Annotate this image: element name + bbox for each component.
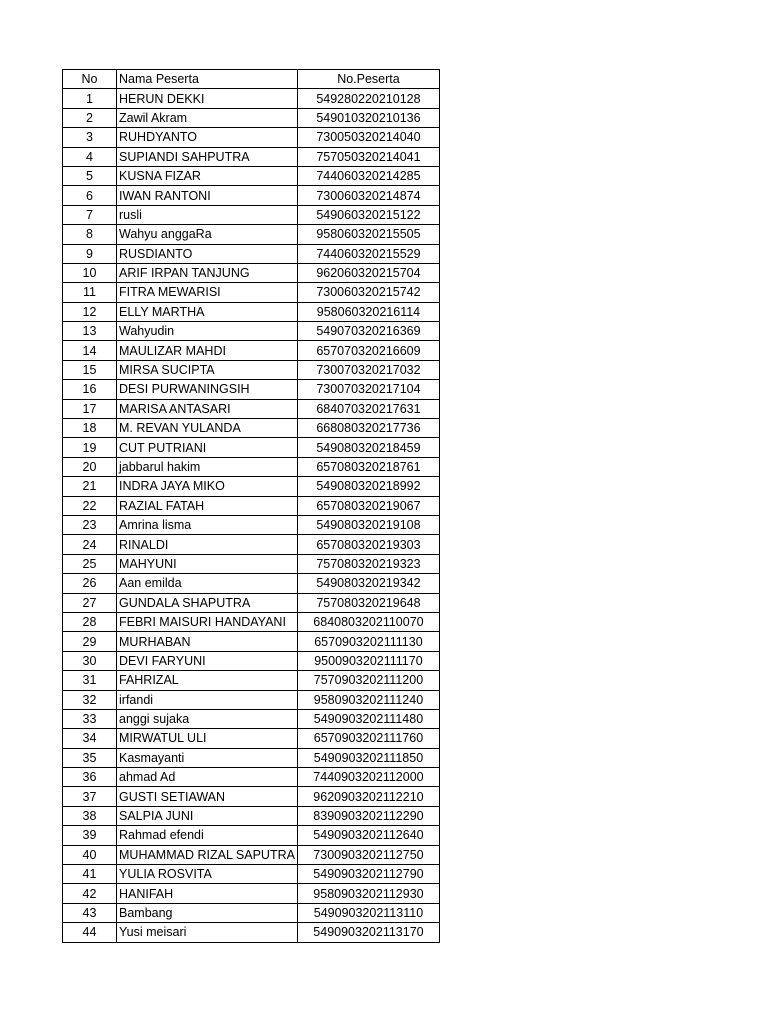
table-row	[63, 729, 440, 748]
header-nama-peserta: Nama Peserta	[117, 70, 298, 89]
cell-no: 34	[63, 729, 117, 748]
cell-no: 38	[63, 806, 117, 825]
cell-no-peserta: 5490903202111850	[297, 748, 439, 767]
cell-no: 44	[63, 923, 117, 942]
cell-no: 31	[63, 671, 117, 690]
header-no: No	[63, 70, 117, 89]
cell-no: 9	[63, 244, 117, 263]
cell-no: 4	[63, 147, 117, 166]
cell-no-peserta: 5490903202112790	[297, 865, 439, 884]
table-row	[63, 806, 440, 825]
cell-no: 5	[63, 166, 117, 185]
table-row	[63, 477, 440, 496]
cell-no: 22	[63, 496, 117, 515]
cell-no-peserta: 757080320219648	[297, 593, 439, 612]
cell-no-peserta: 744060320214285	[297, 166, 439, 185]
cell-no: 26	[63, 574, 117, 593]
table-row	[63, 225, 440, 244]
table-row	[63, 574, 440, 593]
cell-nama-peserta: MUHAMMAD RIZAL SAPUTRA	[117, 845, 298, 864]
cell-no: 42	[63, 884, 117, 903]
cell-no-peserta: 730060320214874	[297, 186, 439, 205]
cell-nama-peserta: MARISA ANTASARI	[117, 399, 298, 418]
table-row	[63, 748, 440, 767]
cell-no-peserta: 549060320215122	[297, 205, 439, 224]
cell-no: 3	[63, 128, 117, 147]
table-row	[63, 186, 440, 205]
cell-no: 20	[63, 457, 117, 476]
cell-no: 8	[63, 225, 117, 244]
cell-nama-peserta: Wahyu anggaRa	[117, 225, 298, 244]
cell-no-peserta: 549070320216369	[297, 322, 439, 341]
cell-nama-peserta: RAZIAL FATAH	[117, 496, 298, 515]
cell-no: 18	[63, 419, 117, 438]
cell-nama-peserta: SALPIA JUNI	[117, 806, 298, 825]
cell-nama-peserta: RUSDIANTO	[117, 244, 298, 263]
table-row	[63, 535, 440, 554]
table-row	[63, 709, 440, 728]
cell-no: 30	[63, 651, 117, 670]
table-row	[63, 108, 440, 127]
cell-nama-peserta: INDRA JAYA MIKO	[117, 477, 298, 496]
cell-nama-peserta: RUHDYANTO	[117, 128, 298, 147]
cell-no-peserta: 6570903202111760	[297, 729, 439, 748]
table-row	[63, 903, 440, 922]
cell-no: 10	[63, 263, 117, 282]
table-row	[63, 128, 440, 147]
cell-no-peserta: 730070320217032	[297, 360, 439, 379]
cell-nama-peserta: GUNDALA SHAPUTRA	[117, 593, 298, 612]
table-row	[63, 205, 440, 224]
cell-nama-peserta: MAULIZAR MAHDI	[117, 341, 298, 360]
cell-no-peserta: 5490903202113170	[297, 923, 439, 942]
cell-no: 16	[63, 380, 117, 399]
cell-nama-peserta: HANIFAH	[117, 884, 298, 903]
table-row	[63, 341, 440, 360]
cell-nama-peserta: KUSNA FIZAR	[117, 166, 298, 185]
cell-nama-peserta: GUSTI SETIAWAN	[117, 787, 298, 806]
table-row	[63, 399, 440, 418]
cell-no-peserta: 657080320219067	[297, 496, 439, 515]
table-row	[63, 457, 440, 476]
cell-no: 13	[63, 322, 117, 341]
table-row	[63, 554, 440, 573]
cell-no-peserta: 657080320219303	[297, 535, 439, 554]
cell-no-peserta: 549080320219108	[297, 515, 439, 534]
cell-no: 14	[63, 341, 117, 360]
cell-no-peserta: 5490903202113110	[297, 903, 439, 922]
cell-no: 43	[63, 903, 117, 922]
cell-no: 32	[63, 690, 117, 709]
table-row	[63, 593, 440, 612]
cell-no-peserta: 9620903202112210	[297, 787, 439, 806]
cell-nama-peserta: ARIF IRPAN TANJUNG	[117, 263, 298, 282]
cell-no: 39	[63, 826, 117, 845]
cell-no: 23	[63, 515, 117, 534]
cell-nama-peserta: Yusi meisari	[117, 923, 298, 942]
cell-no-peserta: 958060320216114	[297, 302, 439, 321]
cell-no-peserta: 962060320215704	[297, 263, 439, 282]
cell-nama-peserta: DESI PURWANINGSIH	[117, 380, 298, 399]
table-row	[63, 496, 440, 515]
cell-nama-peserta: HERUN DEKKI	[117, 89, 298, 108]
cell-no-peserta: 668080320217736	[297, 419, 439, 438]
cell-nama-peserta: FITRA MEWARISI	[117, 283, 298, 302]
cell-no-peserta: 9500903202111170	[297, 651, 439, 670]
cell-no-peserta: 684070320217631	[297, 399, 439, 418]
cell-nama-peserta: IWAN RANTONI	[117, 186, 298, 205]
cell-no: 37	[63, 787, 117, 806]
table-row	[63, 302, 440, 321]
cell-no: 2	[63, 108, 117, 127]
table-row	[63, 166, 440, 185]
cell-no-peserta: 9580903202111240	[297, 690, 439, 709]
cell-no: 6	[63, 186, 117, 205]
cell-no: 12	[63, 302, 117, 321]
cell-nama-peserta: irfandi	[117, 690, 298, 709]
cell-no-peserta: 730060320215742	[297, 283, 439, 302]
cell-no: 15	[63, 360, 117, 379]
cell-no-peserta: 657080320218761	[297, 457, 439, 476]
cell-no: 11	[63, 283, 117, 302]
table-row	[63, 651, 440, 670]
table-row	[63, 360, 440, 379]
cell-no-peserta: 549080320219342	[297, 574, 439, 593]
cell-nama-peserta: Rahmad efendi	[117, 826, 298, 845]
cell-no: 7	[63, 205, 117, 224]
table-row	[63, 845, 440, 864]
table-row	[63, 322, 440, 341]
cell-nama-peserta: FEBRI MAISURI HANDAYANI	[117, 612, 298, 631]
table-row	[63, 263, 440, 282]
cell-nama-peserta: Zawil Akram	[117, 108, 298, 127]
cell-nama-peserta: CUT PUTRIANI	[117, 438, 298, 457]
cell-no: 25	[63, 554, 117, 573]
table-header-row	[63, 70, 440, 89]
cell-nama-peserta: MAHYUNI	[117, 554, 298, 573]
cell-no-peserta: 958060320215505	[297, 225, 439, 244]
cell-nama-peserta: ELLY MARTHA	[117, 302, 298, 321]
cell-nama-peserta: M. REVAN YULANDA	[117, 419, 298, 438]
cell-no-peserta: 5490903202111480	[297, 709, 439, 728]
table-row	[63, 787, 440, 806]
cell-nama-peserta: rusli	[117, 205, 298, 224]
table-row	[63, 923, 440, 942]
cell-no-peserta: 6840803202110070	[297, 612, 439, 631]
cell-nama-peserta: anggi sujaka	[117, 709, 298, 728]
cell-no-peserta: 757080320219323	[297, 554, 439, 573]
cell-no: 27	[63, 593, 117, 612]
cell-no-peserta: 8390903202112290	[297, 806, 439, 825]
table-row	[63, 380, 440, 399]
table-row	[63, 826, 440, 845]
cell-nama-peserta: jabbarul hakim	[117, 457, 298, 476]
cell-nama-peserta: ahmad Ad	[117, 768, 298, 787]
cell-no-peserta: 657070320216609	[297, 341, 439, 360]
cell-no: 40	[63, 845, 117, 864]
cell-no-peserta: 549280220210128	[297, 89, 439, 108]
cell-no-peserta: 5490903202112640	[297, 826, 439, 845]
cell-nama-peserta: RINALDI	[117, 535, 298, 554]
cell-no: 41	[63, 865, 117, 884]
cell-no-peserta: 7440903202112000	[297, 768, 439, 787]
table-row	[63, 768, 440, 787]
cell-no-peserta: 7570903202111200	[297, 671, 439, 690]
cell-no-peserta: 6570903202111130	[297, 632, 439, 651]
cell-nama-peserta: Bambang	[117, 903, 298, 922]
table-row	[63, 438, 440, 457]
cell-no-peserta: 730050320214040	[297, 128, 439, 147]
cell-no-peserta: 549080320218459	[297, 438, 439, 457]
table-row	[63, 671, 440, 690]
cell-nama-peserta: MIRWATUL ULI	[117, 729, 298, 748]
cell-no-peserta: 7300903202112750	[297, 845, 439, 864]
cell-no: 19	[63, 438, 117, 457]
cell-no-peserta: 9580903202112930	[297, 884, 439, 903]
table-row	[63, 89, 440, 108]
cell-no: 33	[63, 709, 117, 728]
cell-no-peserta: 549010320210136	[297, 108, 439, 127]
cell-nama-peserta: MURHABAN	[117, 632, 298, 651]
cell-no: 36	[63, 768, 117, 787]
cell-no: 21	[63, 477, 117, 496]
cell-nama-peserta: Wahyudin	[117, 322, 298, 341]
table-row	[63, 283, 440, 302]
cell-no-peserta: 549080320218992	[297, 477, 439, 496]
table-row	[63, 884, 440, 903]
table-row	[63, 612, 440, 631]
cell-no-peserta: 730070320217104	[297, 380, 439, 399]
cell-nama-peserta: Amrina lisma	[117, 515, 298, 534]
cell-nama-peserta: SUPIANDI SAHPUTRA	[117, 147, 298, 166]
cell-no: 35	[63, 748, 117, 767]
cell-no: 1	[63, 89, 117, 108]
cell-nama-peserta: Kasmayanti	[117, 748, 298, 767]
participant-table	[62, 69, 440, 943]
header-no-peserta: No.Peserta	[297, 70, 439, 89]
table-row	[63, 419, 440, 438]
cell-no: 28	[63, 612, 117, 631]
cell-no-peserta: 744060320215529	[297, 244, 439, 263]
cell-nama-peserta: Aan emilda	[117, 574, 298, 593]
cell-no: 17	[63, 399, 117, 418]
cell-nama-peserta: FAHRIZAL	[117, 671, 298, 690]
cell-no: 24	[63, 535, 117, 554]
cell-nama-peserta: DEVI FARYUNI	[117, 651, 298, 670]
table-row	[63, 632, 440, 651]
cell-no-peserta: 757050320214041	[297, 147, 439, 166]
table-row	[63, 865, 440, 884]
cell-nama-peserta: MIRSA SUCIPTA	[117, 360, 298, 379]
cell-no: 29	[63, 632, 117, 651]
table-row	[63, 515, 440, 534]
table-row	[63, 244, 440, 263]
table-row	[63, 690, 440, 709]
cell-nama-peserta: YULIA ROSVITA	[117, 865, 298, 884]
table-row	[63, 147, 440, 166]
